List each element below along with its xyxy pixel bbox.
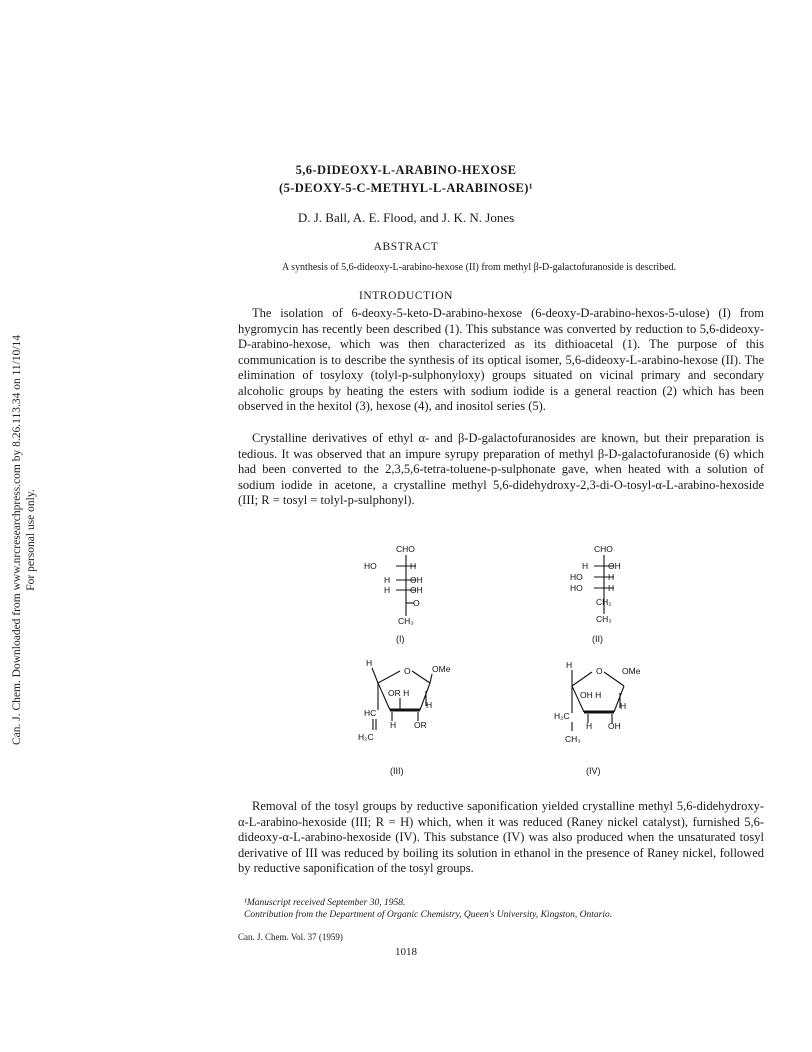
s3-h-low: H <box>390 720 397 730</box>
footnote-manuscript: ¹Manuscript received September 30, 1958. <box>244 898 406 908</box>
watermark-line-1: Can. J. Chem. Downloaded from www.nrcresearchpress.com by 8.26.113.34 on 11/10/14 <box>11 334 23 746</box>
paragraph-3: Removal of the tosyl groups by reductive saponification yielded crystalline methyl 5,6-didehydroxy-α-L-arabino-hexoside (III; R = H) which, when it was reduced (Raney nickel catalyst), furnished 5,6-dideoxy-α-L-arabino-hexoside (IV). This substance (IV) was also produced when the unsaturated tosyl derivative of III was reduced by boiling its solution in ethanol in the presence of Raney nickel, followed by reductive saponification of the tosyl groups. <box>238 799 764 875</box>
structure-II <box>570 544 621 644</box>
authors: D. J. Ball, A. E. Flood, and J. K. N. Jones <box>297 210 515 225</box>
s2-bottom: CH₃ <box>596 614 612 624</box>
s4-oh-h: OH H <box>580 690 602 700</box>
s3-ring-o: O <box>404 666 411 676</box>
s2-r3: HO <box>570 583 583 593</box>
s4-ome: OMe <box>622 666 641 676</box>
s1-r1b: H <box>410 561 417 571</box>
paragraph-2: Crystalline derivatives of ethyl α- and β-D-galactofuranosides are known, but their preparation is tedious. It was observed that an impure syrupy preparation of methyl β-D-galactofuranoside (6) which had been converted to the 2,3,5,6-tetra-toluene-p-sulphonate gave, when heated with a solution of sodium iodide in acetone, a crystalline methyl 5,6-didehydroxy-2,3-di-O-tosyl-α-L-arabino-hexoside (III; R = tosyl = tolyl-p-sulphonyl). <box>238 431 764 507</box>
s3-h2c: H₂C <box>358 732 374 742</box>
s3-or-low: OR <box>414 720 427 730</box>
download-watermark <box>8 300 40 780</box>
s1-r1: HO <box>364 561 377 571</box>
structure-III <box>358 658 451 776</box>
s2-r2b: H <box>608 572 615 582</box>
s4-oh-low: OH <box>608 721 621 731</box>
paragraph-1: The isolation of 6-deoxy-5-keto-D-arabino-hexose (6-deoxy-D-arabino-hexos-5-ulose) (I) from hygromycin has recently been described (1). This substance was converted by reduction to 5,6-dideoxy-D-arabino-hexose, which was then characterized as its dithioacetal (1). The purpose of this communication is to describe the synthesis of its optical isomer, 5,6-dideoxy-L-arabino-hexose (II). The elimination of tosyloxy (tolyl-p-sulphonyloxy) groups situated on vicinal primary and secondary alcoholic groups by heating the esters with sodium iodide is a general reaction (2) which has been observed in the hexitol (3), hexose (4), and inositol series (5). <box>238 306 764 413</box>
title-line-1: 5,6-DIDEOXY-L-ARABINO-HEXOSE <box>295 163 517 177</box>
s1-r2b: OH <box>410 575 423 585</box>
s4-h-top: H <box>566 660 573 670</box>
s1-r2: H <box>384 575 391 585</box>
s4-ch3: CH₃ <box>565 734 581 744</box>
structure-I <box>364 544 423 644</box>
structure-IV <box>554 660 641 776</box>
s3-h-right: H <box>426 700 433 710</box>
journal-reference: Can. J. Chem. Vol. 37 (1959) <box>238 932 343 942</box>
s2-top: CHO <box>594 544 613 554</box>
watermark-line-2: For personal use only. <box>25 489 37 591</box>
s4-h2c: H₂C <box>554 711 570 721</box>
s1-label: (I) <box>396 634 405 644</box>
footnote-contribution: Contribution from the Department of Organic Chemistry, Queen's University, Kingston, Ontario. <box>244 910 613 920</box>
s4-label: (IV) <box>586 766 601 776</box>
s2-r2: HO <box>570 572 583 582</box>
s1-r3b: OH <box>410 585 423 595</box>
s1-top: CHO <box>396 544 415 554</box>
s3-h-top: H <box>366 658 373 668</box>
s4-h-low: H <box>586 721 593 731</box>
abstract-heading: ABSTRACT <box>373 241 439 253</box>
s1-r4: O <box>413 598 420 608</box>
s3-or-h: OR H <box>388 688 410 698</box>
s4-ring-o: O <box>596 666 603 676</box>
s2-label: (II) <box>592 634 603 644</box>
s2-r3b: H <box>608 583 615 593</box>
s4-h-right: H <box>620 701 627 711</box>
s1-r3: H <box>384 585 391 595</box>
s2-r1b: OH <box>608 561 621 571</box>
chemical-structures-figure <box>340 538 660 783</box>
title-line-2: (5-DEOXY-5-C-METHYL-L-ARABINOSE)¹ <box>279 181 533 195</box>
page-number: 1018 <box>395 946 417 958</box>
s1-bottom: CH₃ <box>398 616 414 626</box>
introduction-heading: INTRODUCTION <box>358 290 454 302</box>
s2-r1: H <box>582 561 589 571</box>
abstract-text: A synthesis of 5,6-dideoxy-L-arabino-hexose (II) from methyl β-D-galactofuranoside is described. <box>282 262 677 273</box>
s3-label: (III) <box>390 766 404 776</box>
s2-r4: CH₂ <box>596 597 612 607</box>
s3-hc: HC <box>364 708 377 718</box>
s3-ome: OMe <box>432 664 451 674</box>
